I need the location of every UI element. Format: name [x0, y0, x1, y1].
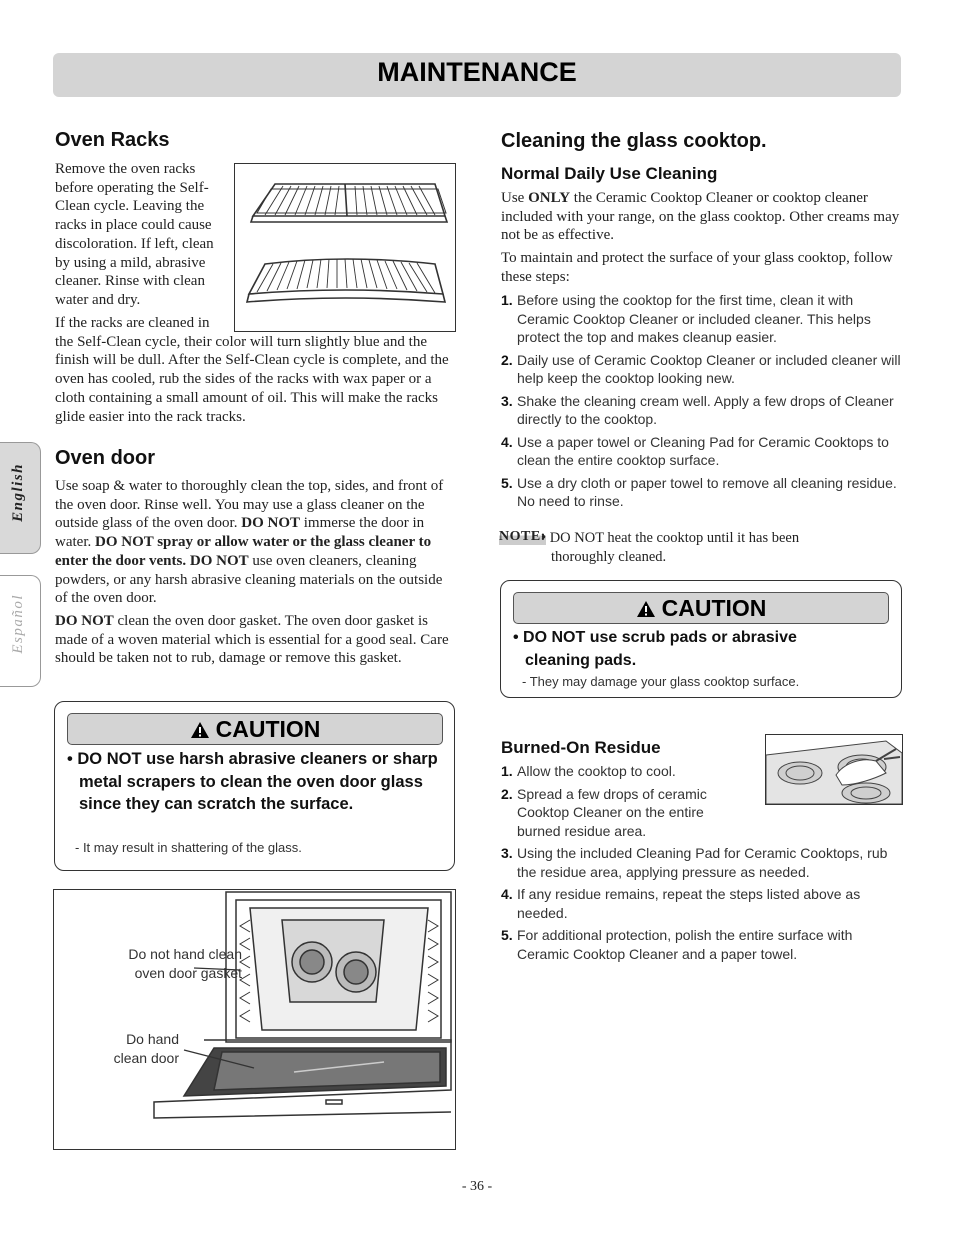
caution-main-text: • DO NOT use scrub pads or abrasive cleaning pads.: [513, 629, 797, 669]
page-title: MAINTENANCE: [377, 57, 577, 87]
page-header-banner: [53, 53, 901, 97]
callout-gasket: Do not hand clean oven door gasket: [128, 946, 242, 981]
glass-cooktop-para1: Use ONLY the Ceramic Cooktop Cleaner or cooktop cleaner included with your range, on the glass cooktop. Other creams may not be as effective.: [501, 190, 900, 244]
sidetab-english-label: English: [10, 463, 26, 522]
step-item: 1. Allow the cooktop to cool.: [501, 763, 676, 779]
step-item: 2. Spread a few drops of ceramic Cooktop Cleaner on the entire burned residue area.: [501, 785, 707, 839]
glass-cooktop-para2: To maintain and protect the surface of your glass cooktop, follow these steps:: [501, 250, 893, 285]
daily-cleaning-steps: [501, 291, 901, 515]
oven-racks-heading: Oven Racks: [55, 129, 170, 151]
oven-door-heading: Oven door: [55, 447, 156, 469]
callout-door: Do hand clean door: [113, 1031, 179, 1066]
caution-box-oven-door: [54, 701, 455, 871]
oven-racks-para2: the Self-Clean cycle, their color will turn slightly blue and the finish will be dull. After the Self-Clean cycle is complete, and the oven has cooled, rub the sides of the racks with wax paper or a cloth containing a small amount of oil. This will make the racks glide easier into the rack tracks.: [55, 333, 449, 425]
note-label: NOTE:: [499, 529, 546, 544]
step-item: 3. Shake the cleaning cream well. Apply a few drops of Cleaner directly to the cooktop.: [501, 392, 894, 427]
sidetab-english[interactable]: [0, 442, 41, 554]
step-item: 4. Use a paper towel or Cleaning Pad for Ceramic Cooktops to clean the entire cooktop surface.: [501, 433, 889, 468]
step-item: 4. If any residue remains, repeat the steps listed above as needed.: [501, 886, 861, 921]
normal-daily-use-heading: Normal Daily Use Cleaning: [501, 164, 718, 183]
step-item: 5. For additional protection, polish the entire surface with Ceramic Cooktop Cleaner and a paper towel.: [501, 927, 853, 962]
caution-box-cooktop: [500, 580, 902, 698]
oven-drawing: [54, 890, 455, 1149]
glass-cooktop-heading: Cleaning the glass cooktop.: [501, 130, 767, 152]
page-number: - 36 -: [461, 1179, 493, 1194]
sidetab-espanol[interactable]: [0, 575, 41, 687]
step-item: 5. Use a dry cloth or paper towel to remove all cleaning residue. No need to rinse.: [501, 474, 897, 509]
warning-triangle-icon: [636, 595, 656, 625]
oven-door-illustration: [53, 889, 456, 1150]
burned-on-steps: [501, 762, 901, 967]
caution-sub-text: - They may damage your glass cooktop surface.: [522, 674, 800, 689]
caution-header: CAUTION: [513, 592, 889, 624]
oven-racks-para2-first: If the racks are cleaned in: [55, 315, 210, 331]
step-item: 2. Daily use of Ceramic Cooktop Cleaner or included cleaner will help keep the cooktop looking new.: [501, 351, 901, 386]
oven-racks-para1: Remove the oven racks before operating the Self- Clean cycle. Leaving the racks in place could cause discoloration. If left, clean by using a mild, abrasive cleaner. Rinse with clean water and dry.: [55, 161, 214, 308]
caution-sub-text: - It may result in shattering of the glass.: [75, 840, 302, 855]
warning-triangle-icon: [190, 716, 210, 746]
step-item: 1. Before using the cooktop for the first time, clean it with Ceramic Cooktop Cleaner or included cleaner. This helps protect the top and makes cleanup easier.: [501, 292, 871, 345]
caution-header: CAUTION: [67, 713, 443, 745]
sidetab-espanol-label: Español: [10, 594, 26, 654]
oven-door-para1: Use soap & water to thoroughly clean the top, sides, and front of the oven door. Rinse well. You may use a glass cleaner on the outside glass of the oven door. DO NOT immerse the door in water. DO NOT spray or allow water or the glass cleaner to enter the door vents. DO NOT use oven cleaners, cleaning powders, or any harsh abrasive cleaning materials on the outside of the oven door.: [55, 478, 444, 607]
oven-door-para2: DO NOT clean the oven door gasket. The oven door gasket is made of a woven material which is essential for a good seal. Care should be taken not to rub, damage or remove this gasket.: [55, 613, 449, 667]
oven-racks-illustration: [234, 163, 456, 332]
oven-rack-icon: [235, 164, 455, 331]
burned-on-residue-heading: Burned-On Residue: [501, 738, 661, 757]
step-item: 3. Using the included Cleaning Pad for Ceramic Cooktops, rub the residue area, applying pressure as needed.: [501, 845, 888, 880]
caution-main-text: • DO NOT use harsh abrasive cleaners or sharp metal scrapers to clean the oven door glass since they can scratch the surface.: [67, 750, 438, 813]
note-text: • DO NOT heat the cooktop until it has been thoroughly cleaned.: [541, 530, 800, 565]
